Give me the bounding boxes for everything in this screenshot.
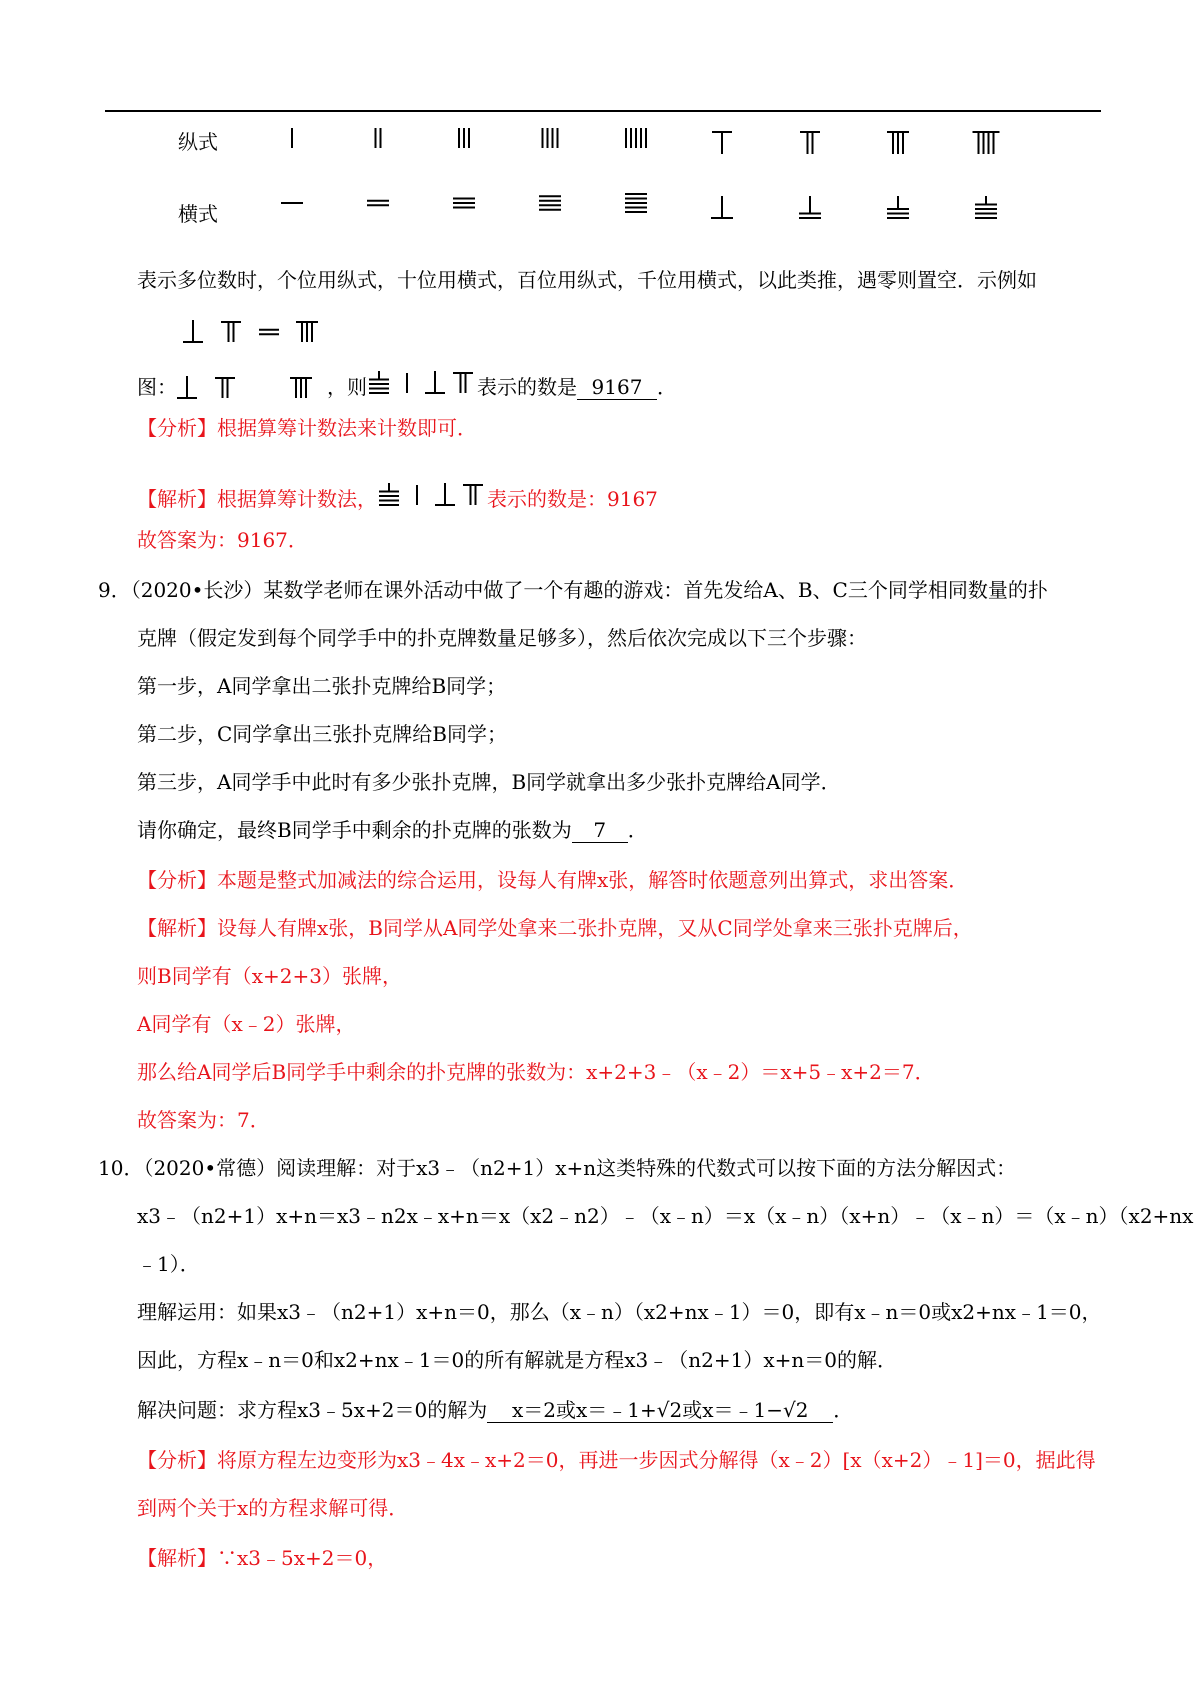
q9-step1: 第一步，A同学拿出二张扑克牌给B同学； (137, 674, 507, 698)
p8-prefix: 图： (137, 375, 177, 399)
q10-ask-text: 解决问题：求方程x3﹣5x+2＝0的解为 (137, 1398, 488, 1422)
rod-horizontal-6 (183, 320, 203, 342)
q9-answer-blank: 7 (572, 818, 628, 843)
vertical-rod-row (292, 128, 1000, 154)
horizontal-rod-row (281, 194, 997, 218)
rod-horizontal-8 (887, 196, 909, 218)
question-rod-number (367, 366, 477, 400)
q9-ask-end: ． (627, 818, 648, 842)
solution-rod-number (377, 478, 487, 512)
horizontal-label: 横式 (178, 202, 218, 226)
rod-horizontal-2 (367, 201, 389, 206)
q9-solution2: 则B同学有（x+2+3）张牌， (137, 964, 402, 988)
p8-suffix: 表示的数是 (477, 375, 577, 399)
rod-vertical-6 (712, 132, 732, 154)
rod-horizontal-6 (711, 196, 733, 218)
rod-horizontal-4 (539, 196, 561, 210)
q9-conclusion: 故答案为：7． (137, 1108, 270, 1132)
q9-ask (137, 816, 648, 844)
rod-horizontal-5 (625, 194, 647, 212)
p8-line1: 表示多位数时，个位用纵式，十位用横式，百位用纵式，千位用横式，以此类推，遇零则置空．示例如 (137, 268, 1037, 292)
p8-solution (137, 478, 658, 513)
rod-horizontal-6 (425, 371, 445, 393)
q10-answer-blank: x＝2或x＝﹣1+√2或x＝﹣1−√2 (487, 1398, 833, 1423)
q9-ask-text: 请你确定，最终B同学手中剩余的扑克牌的张数为 (137, 818, 572, 842)
rod-horizontal-3 (453, 199, 475, 208)
rod-vertical-8 (296, 322, 318, 342)
rod-vertical-5 (626, 128, 646, 148)
q9-line2: 克牌（假定发到每个同学手中的扑克牌数量足够多），然后依次完成以下三个步骤： (137, 626, 867, 650)
rod-vertical-7 (800, 132, 820, 154)
q10-line1: 10．（2020•常德）阅读理解：对于x3﹣（n2+1）x+n这类特殊的代数式可以按下面的方法分解因式： (98, 1156, 1017, 1180)
rod-horizontal-6 (435, 483, 455, 505)
p8-end: ． (657, 375, 677, 399)
p8-solution-suffix: 表示的数是：9167 (487, 487, 658, 511)
rod-vertical-7 (453, 373, 473, 393)
rod-vertical-7 (221, 322, 241, 342)
rod-horizontal-7 (799, 196, 821, 218)
rod-horizontal-9 (379, 483, 399, 505)
q10-line3: ﹣1）． (137, 1252, 200, 1276)
q9-step3: 第三步，A同学手中此时有多少张扑克牌，B同学就拿出多少张扑克牌给A同学． (137, 770, 841, 794)
q9-solution4: 那么给A同学后B同学手中剩余的扑克牌的张数为：x+2+3﹣（x﹣2）＝x+5﹣x+2＝7． (137, 1060, 935, 1084)
example-rod-number-top (183, 316, 333, 344)
q10-line4: 理解运用：如果x3﹣（n2+1）x+n＝0，那么（x﹣n）（x2+nx﹣1）＝0，即有x﹣n＝0或x2+nx﹣1＝0， (137, 1300, 1102, 1324)
q9-analysis: 【分析】本题是整式加减法的综合运用，设每人有牌x张，解答时依题意列出算式，求出答案． (137, 868, 969, 892)
p8-analysis: 【分析】根据算筹计数法来计数即可． (137, 416, 477, 440)
rod-vertical-3 (459, 128, 469, 148)
vertical-label: 纵式 (178, 130, 218, 154)
p8-answer-blank: 9167 (577, 375, 657, 400)
q10-ask-end: ． (833, 1398, 854, 1422)
rod-vertical-8 (887, 132, 909, 154)
q9-step2: 第二步，C同学拿出三张扑克牌给B同学； (137, 722, 507, 746)
rod-horizontal-6 (177, 376, 197, 398)
q9-solution3: A同学有（x﹣2）张牌， (137, 1012, 356, 1036)
q10-analysis1: 【分析】将原方程左边变形为x3﹣4x﹣x+2＝0，再进一步因式分解得（x﹣2）[x（x+2）﹣1]＝0，据此得 (137, 1448, 1096, 1472)
rod-vertical-8 (290, 378, 312, 398)
p8-mid: ，则 (327, 375, 367, 399)
q9-solution1: 【解析】设每人有牌x张，B同学从A同学处拿来二张扑克牌，又从C同学处拿来三张扑克牌后， (137, 916, 973, 940)
q10-solution: 【解析】∵x3﹣5x+2＝0， (137, 1546, 388, 1570)
example-rod-number (177, 372, 327, 400)
rod-numeral-table (0, 0, 1200, 250)
q10-ask (137, 1396, 853, 1424)
rod-vertical-7 (215, 378, 235, 398)
q10-line2: x3﹣（n2+1）x+n＝x3﹣n2x﹣x+n＝x（x2﹣n2）﹣（x﹣n）＝x（x﹣n）（x+n）﹣（x﹣n）＝（x﹣n）（x2+nx (137, 1204, 1194, 1228)
q10-analysis2: 到两个关于x的方程求解可得． (137, 1496, 409, 1520)
rod-horizontal-2 (259, 330, 279, 335)
rod-horizontal-9 (369, 371, 389, 393)
p8-line2 (137, 366, 677, 401)
rod-vertical-7 (463, 485, 483, 505)
p8-conclusion: 故答案为：9167． (137, 528, 308, 552)
p8-solution-prefix: 【解析】根据算筹计数法， (137, 487, 377, 511)
rod-horizontal-9 (975, 196, 997, 218)
rod-vertical-4 (543, 128, 558, 148)
q10-line5: 因此，方程x﹣n＝0和x2+nx﹣1＝0的所有解就是方程x3﹣（n2+1）x+n＝0的解． (137, 1348, 897, 1372)
rod-vertical-9 (973, 132, 1000, 154)
rod-vertical-2 (376, 128, 381, 148)
q9-line1: 9．（2020•长沙）某数学老师在课外活动中做了一个有趣的游戏：首先发给A、B、C三个同学相同数量的扑 (98, 578, 1048, 602)
